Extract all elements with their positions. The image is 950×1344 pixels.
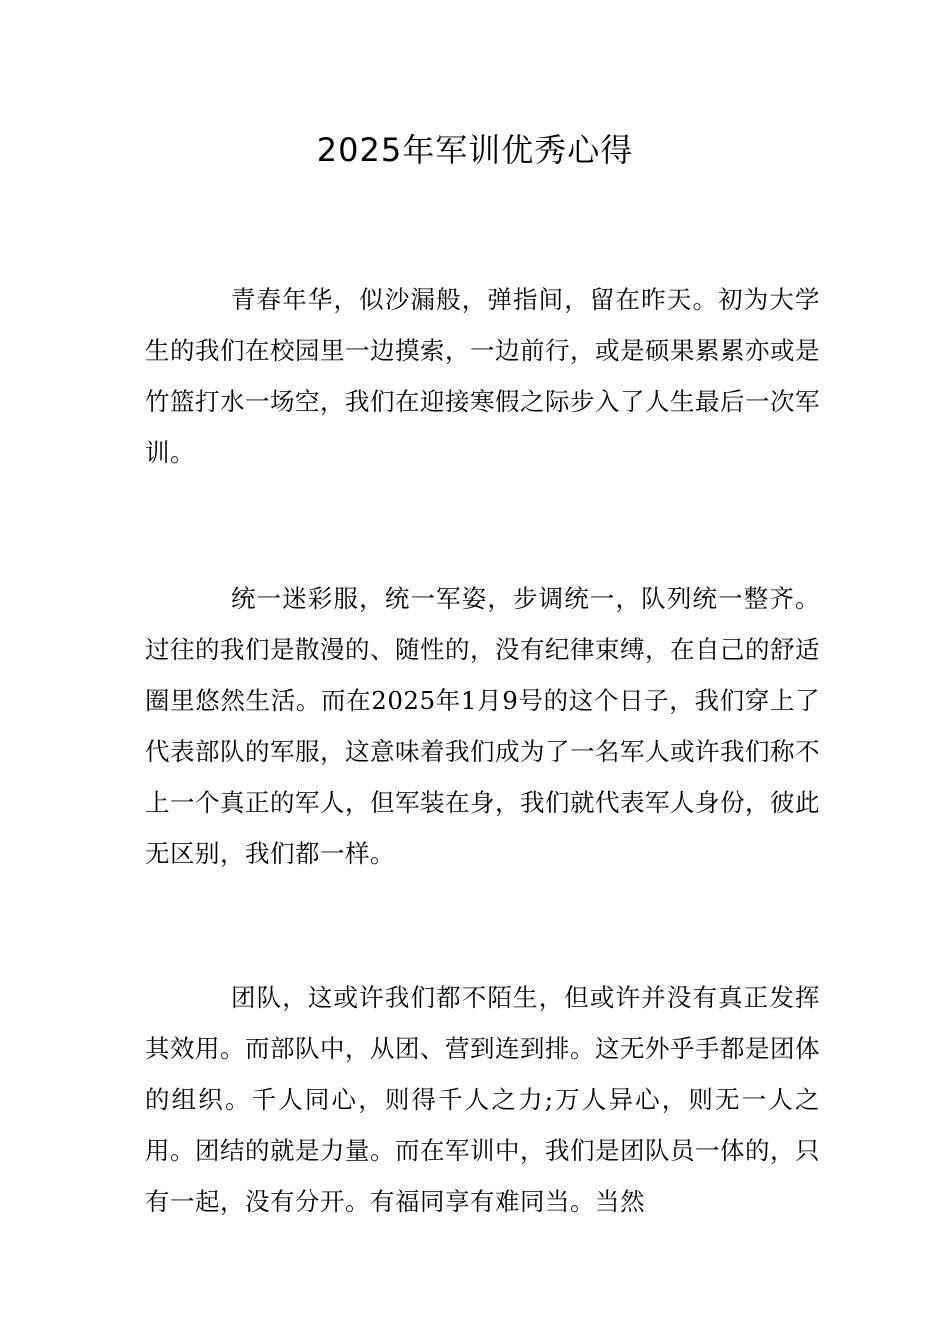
document-title: 2025年军训优秀心得 xyxy=(316,131,634,169)
paragraph-1: 青春年华，似沙漏般，弹指间，留在昨天。初为大学生的我们在校园里一边摸索，一边前行，或是硕果累累亦或是竹篮打水一场空，我们在迎接寒假之际步入了人生最后一次军训。 xyxy=(145,285,820,467)
paragraph-2: 统一迷彩服，统一军姿，步调统一，队列统一整齐。过往的我们是散漫的、随性的，没有纪律束缚，在自己的舒适圈里悠然生活。而在2025年1月9号的这个日子，我们穿上了代表部队的军服，这意味着我们成为了一名军人或许我们称不上一个真正的军人，但军装在身，我们就代表军人身份，彼此无区别，我们都一样。 xyxy=(145,584,820,868)
paragraph-3: 团队，这或许我们都不陌生，但或许并没有真正发挥其效用。而部队中，从团、营到连到排。这无外乎手都是团体的组织。千人同心，则得千人之力;万人异心，则无一人之用。团结的就是力量。而在军训中，我们是团队员一体的，只有一起，没有分开。有福同享有难同当。当然 xyxy=(145,983,820,1216)
